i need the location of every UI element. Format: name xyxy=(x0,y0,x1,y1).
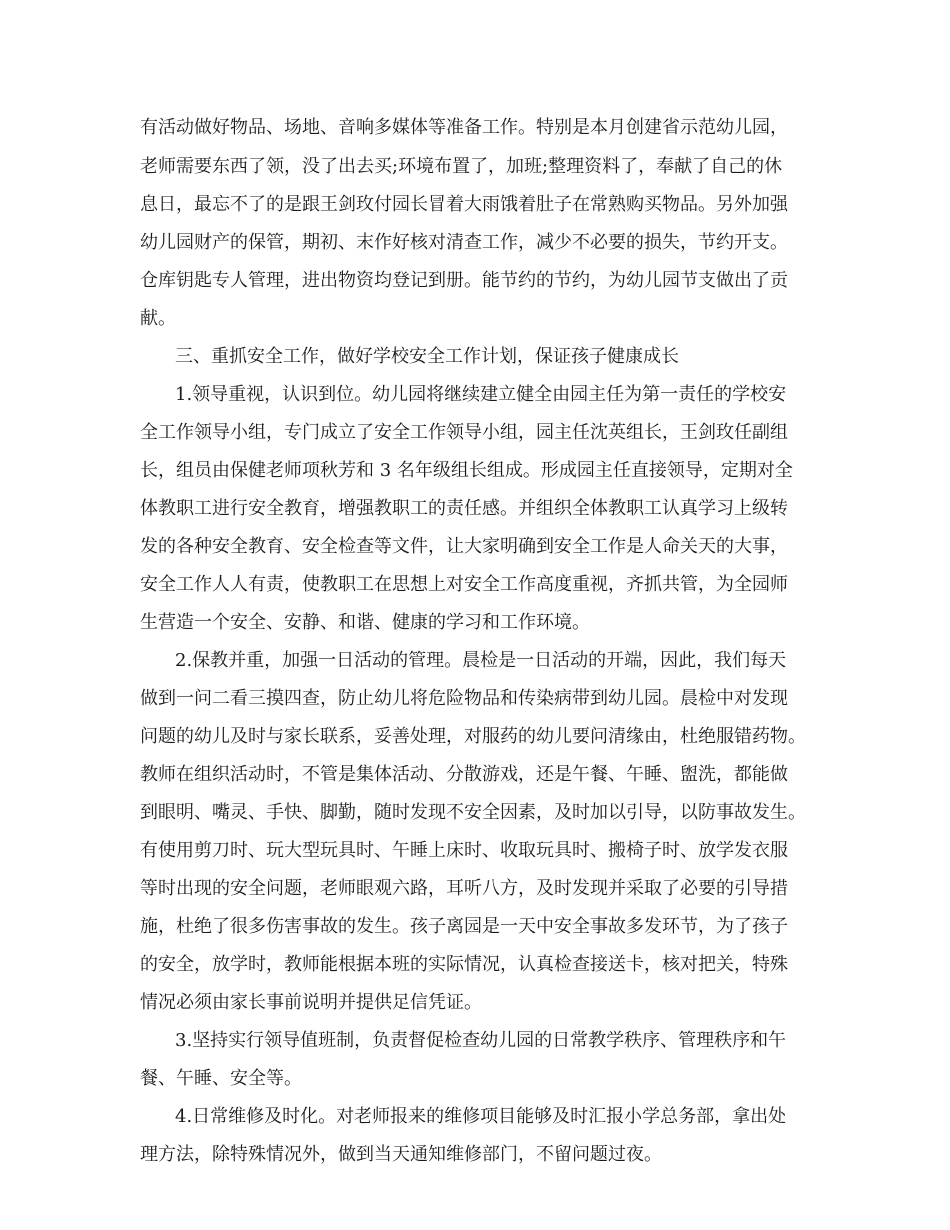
text-line: 理方法，除特殊情况外，做到当天通知维修部门，不留问题过夜。 xyxy=(140,1144,662,1165)
text-line: 施，杜绝了很多伤害事故的发生。孩子离园是一天中安全事故多发环节，为了孩子 xyxy=(140,916,788,937)
text-line: 1.领导重视，认识到位。幼儿园将继续建立健全由园主任为第一责任的学校安 xyxy=(175,384,787,405)
text-line: 3.坚持实行领导值班制，负责督促检查幼儿园的日常教学秩序、管理秩序和午 xyxy=(175,1030,787,1051)
text-line: 餐、午睡、安全等。 xyxy=(140,1068,302,1089)
text-line: 有活动做好物品、场地、音响多媒体等准备工作。特别是本月创建省示范幼儿园， xyxy=(140,117,788,138)
text-line: 做到一问二看三摸四查，防止幼儿将危险物品和传染病带到幼儿园。晨检中对发现 xyxy=(140,688,788,709)
text-line: 2.保教并重，加强一日活动的管理。晨检是一日活动的开端，因此，我们每天 xyxy=(175,650,787,671)
section-heading: 三、重抓安全工作，做好学校安全工作计划，保证孩子健康成长 xyxy=(175,346,679,367)
text-line: 安全工作人人有责，使教职工在思想上对安全工作高度重视，齐抓共管，为全园师 xyxy=(140,574,788,595)
text-line: 等时出现的安全问题，老师眼观六路，耳听八方，及时发现并采取了必要的引导措 xyxy=(140,878,788,899)
text-line: 发的各种安全教育、安全检查等文件，让大家明确到安全工作是人命关天的大事， xyxy=(140,536,788,557)
text-line: 幼儿园财产的保管，期初、末作好核对清查工作，减少不必要的损失，节约开支。 xyxy=(140,232,788,253)
text-line: 的安全，放学时，教师能根据本班的实际情况，认真检查接送卡，核对把关，特殊 xyxy=(140,954,788,975)
text-line: 生营造一个安全、安静、和谐、健康的学习和工作环境。 xyxy=(140,612,590,633)
text-line: 有使用剪刀时、玩大型玩具时、午睡上床时、收取玩具时、搬椅子时、放学发衣服 xyxy=(140,840,788,861)
text-line: 息日，最忘不了的是跟王剑玫付园长冒着大雨饿着肚子在常熟购买物品。另外加强 xyxy=(140,194,788,215)
text-line: 全工作领导小组，专门成立了安全工作领导小组，园主任沈英组长，王剑玫任副组 xyxy=(140,422,788,443)
text-line: 体教职工进行安全教育，增强教职工的责任感。并组织全体教职工认真学习上级转 xyxy=(140,498,788,519)
text-line: 老师需要东西了领，没了出去买;环境布置了，加班;整理资料了，奉献了自己的休 xyxy=(140,156,783,177)
text-line: 情况必须由家长事前说明并提供足信凭证。 xyxy=(140,992,482,1013)
text-line: 教师在组织活动时，不管是集体活动、分散游戏，还是午餐、午睡、盥洗，都能做 xyxy=(140,764,788,785)
text-line: 献。 xyxy=(140,308,176,329)
text-line: 4.日常维修及时化。对老师报来的维修项目能够及时汇报小学总务部，拿出处 xyxy=(175,1106,787,1127)
text-line: 到眼明、嘴灵、手快、脚勤，随时发现不安全因素，及时加以引导，以防事故发生。 xyxy=(140,802,806,823)
text-line: 仓库钥匙专人管理，进出物资均登记到册。能节约的节约，为幼儿园节支做出了贡 xyxy=(140,270,788,291)
text-line: 问题的幼儿及时与家长联系，妥善处理，对服药的幼儿要问清缘由，杜绝服错药物。 xyxy=(140,726,806,747)
text-line: 长，组员由保健老师项秋芳和 3 名年级组长组成。形成园主任直接领导，定期对全 xyxy=(140,460,793,481)
